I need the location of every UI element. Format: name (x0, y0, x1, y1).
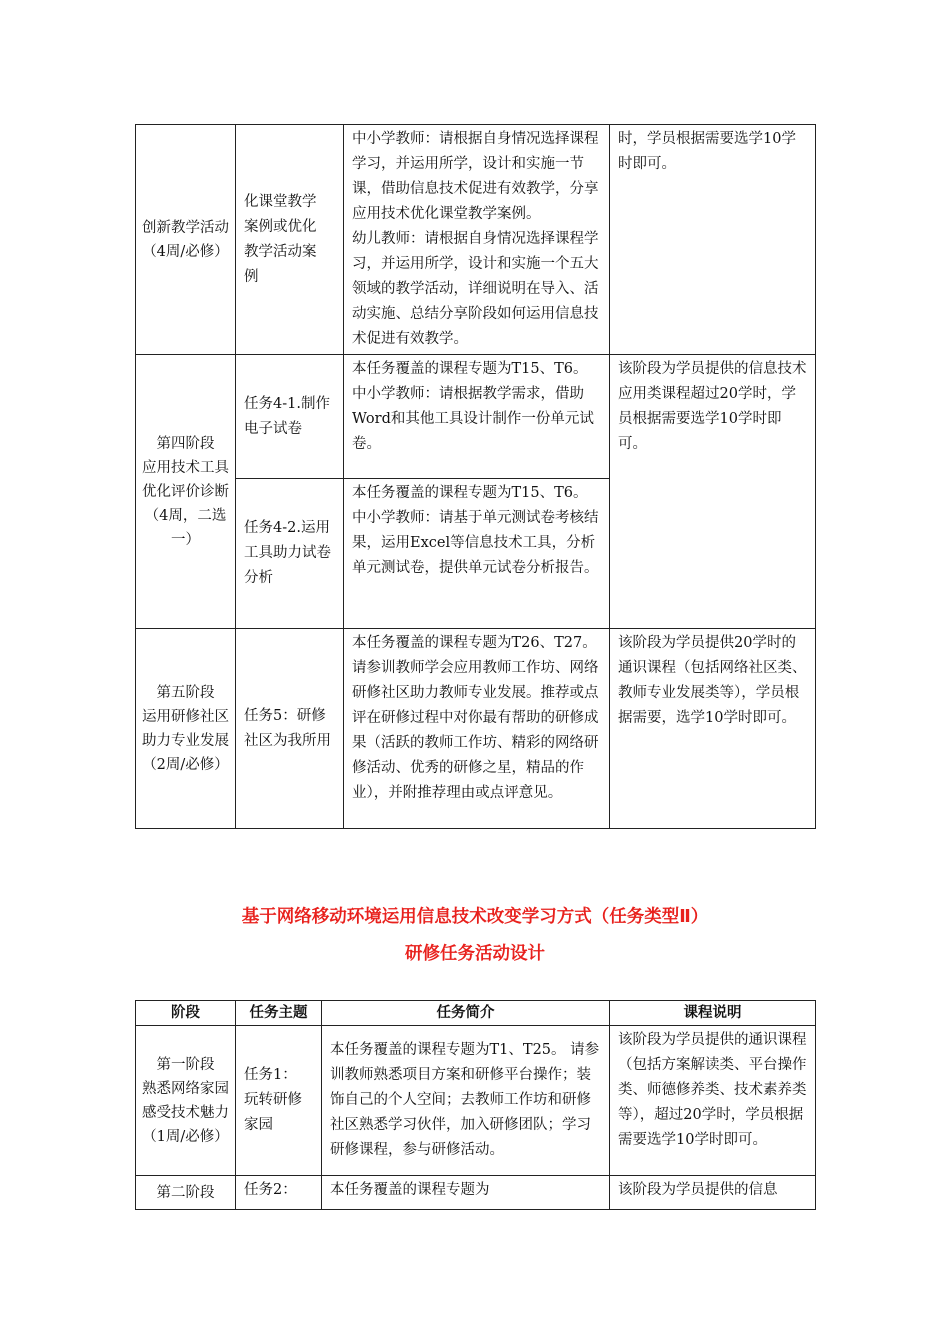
note-cell: 该阶段为学员提供的信息技术应用类课程超过20学时，学员根据需要选学10学时即可。 (610, 355, 816, 629)
column-header-note: 课程说明 (610, 1001, 816, 1026)
intro-cell: 本任务覆盖的课程专题为 (322, 1176, 610, 1210)
column-header-task: 任务主题 (236, 1001, 322, 1026)
stage-cell: 第五阶段 运用研修社区 助力专业发展 （2周/必修） (136, 629, 236, 829)
stage-cell: 创新教学活动 （4周/必修） (136, 125, 236, 355)
task-cell: 任务4-2.运用工具助力试卷分析 (236, 479, 344, 629)
task-cell: 任务5：研修社区为我所用 (236, 629, 344, 829)
task-cell: 任务2： (236, 1176, 322, 1210)
stage-cell: 第二阶段 (136, 1176, 236, 1210)
stage-cell: 第四阶段 应用技术工具 优化评价诊断 （4周，二选一） (136, 355, 236, 629)
intro-cell: 本任务覆盖的课程专题为T1、T25。 请参训教师熟悉项目方案和研修平台操作；装饰自己的个人空间；去教师工作坊和研修社区熟悉学习伙伴，加入研修团队；学习研修课程，参与研修活动。 (322, 1026, 610, 1176)
table-row (136, 1176, 816, 1210)
task-cell: 任务1： 玩转研修 家园 (236, 1026, 322, 1176)
column-header-intro: 任务简介 (322, 1001, 610, 1026)
table-row (136, 1026, 816, 1176)
section-subheading: 研修任务活动设计 (405, 944, 545, 964)
task-activity-table (135, 1000, 816, 1210)
intro-cell: 本任务覆盖的课程专题为T15、T6。 中小学教师：请根据教学需求，借助Word和其他工具设计制作一份单元试卷。 (344, 355, 610, 479)
note-cell: 时，学员根据需要选学10学时即可。 (610, 125, 816, 355)
table-row (136, 629, 816, 829)
note-cell: 该阶段为学员提供20学时的通识课程（包括网络社区类、教师专业发展类等），学员根据需要，选学10学时即可。 (610, 629, 816, 829)
task-cell: 化课堂教学 案例或优化 教学活动案 例 (236, 125, 344, 355)
intro-cell: 本任务覆盖的课程专题为T26、T27。请参训教师学会应用教师工作坊、网络研修社区助力教师专业发展。推荐或点评在研修过程中对你最有帮助的研修成果（活跃的教师工作坊、精彩的网络研修活动、优秀的研修之星，精品的作业），并附推荐理由或点评意见。 (344, 629, 610, 829)
stage-cell: 第一阶段 熟悉网络家园 感受技术魅力 （1周/必修） (136, 1026, 236, 1176)
note-cell: 该阶段为学员提供的通识课程（包括方案解读类、平台操作类、师德修养类、技术素养类等），超过20学时，学员根据需要选学10学时即可。 (610, 1026, 816, 1176)
task-cell: 任务4-1.制作电子试卷 (236, 355, 344, 479)
intro-cell: 中小学教师：请根据自身情况选择课程学习，并运用所学，设计和实施一节课，借助信息技术促进有效教学，分享应用技术优化课堂教学案例。 幼儿教师：请根据自身情况选择课程学习，并运用所学，设计和实施一个五大领域的教学活动，详细说明在导入、活动实施、总结分享阶段如何运用信息技术促进有效教学。 (344, 125, 610, 355)
column-header-stage: 阶段 (136, 1001, 236, 1026)
note-cell: 该阶段为学员提供的信息 (610, 1176, 816, 1210)
table-header-row (136, 1001, 816, 1026)
section-heading: 基于网络移动环境运用信息技术改变学习方式（任务类型Ⅱ） (241, 907, 709, 927)
task-table-continued (135, 124, 816, 829)
table-row (136, 355, 816, 479)
table-row (136, 125, 816, 355)
intro-cell: 本任务覆盖的课程专题为T15、T6。 中小学教师：请基于单元测试卷考核结果，运用Excel等信息技术工具，分析单元测试卷，提供单元试卷分析报告。 (344, 479, 610, 629)
